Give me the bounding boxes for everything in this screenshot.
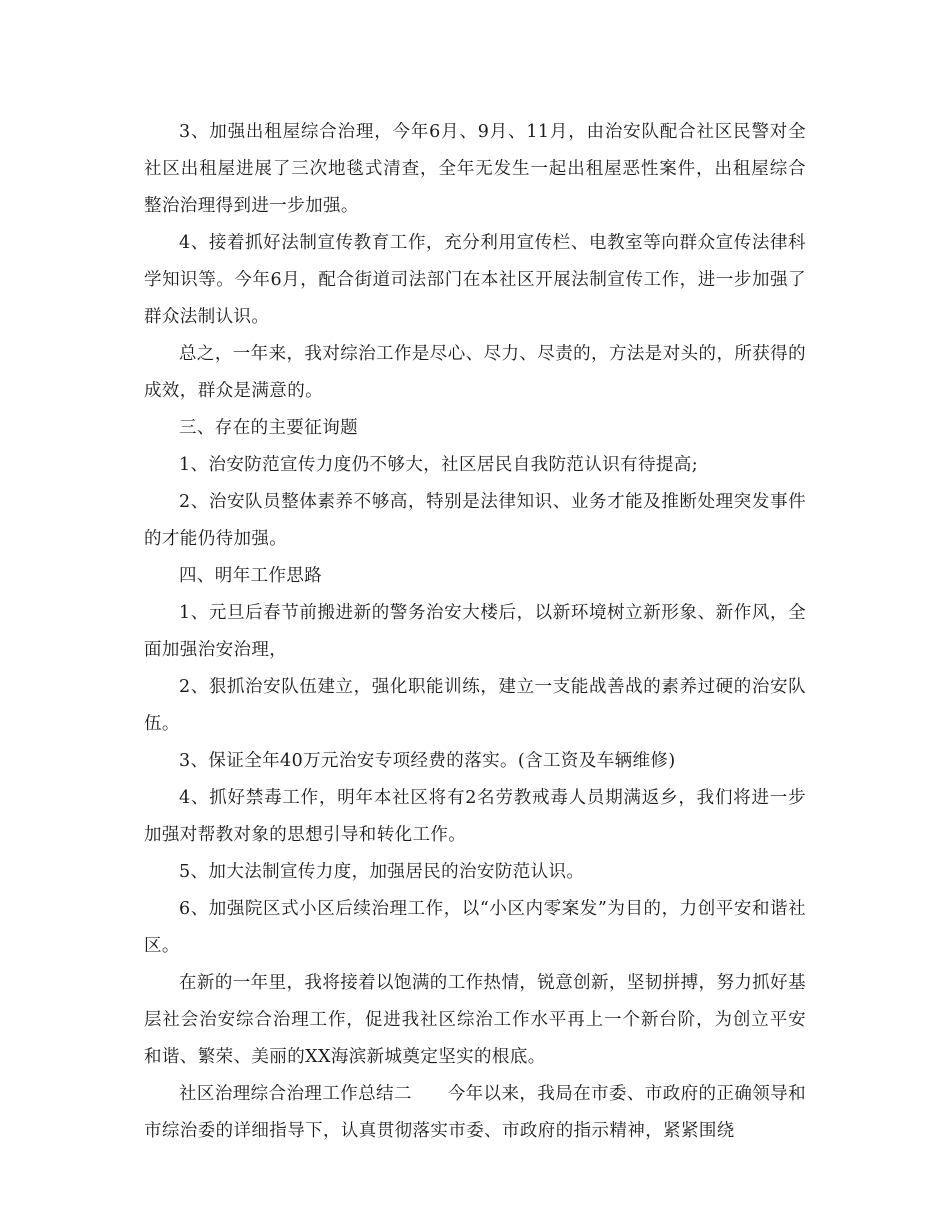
- paragraph-plan-3: 3、保证全年40万元治安专项经费的落实。(含工资及车辆维修): [179, 751, 676, 771]
- paragraph-plan-4: 4、抓好禁毒工作，明年本社区将有2名劳教戒毒人员期满返乡，我们将进一步加强对帮教对象的思想引导和转化工作。: [144, 788, 806, 845]
- paragraph-summary-two: 社区治理综合治理工作总结二 今年以来，我局在市委、市政府的正确领导和市综治委的详细指导下，认真贯彻落实市委、市政府的指示精神，紧紧围绕: [144, 1084, 806, 1141]
- paragraph-plan-2: 2、狠抓治安队伍建立，强化职能训练，建立一支能战善战的素养过硬的治安队伍。: [144, 677, 806, 734]
- paragraph-legal-education: 4、接着抓好法制宣传教育工作，充分利用宣传栏、电教室等向群众宣传法律科学知识等。今年6月，配合街道司法部门在本社区开展法制宣传工作，进一步加强了群众法制认识。: [144, 233, 806, 327]
- paragraph-plan-5: 5、加大法制宣传力度，加强居民的治安防范认识。: [179, 862, 585, 882]
- paragraph-rental-housing: 3、加强出租屋综合治理，今年6月、9月、11月，由治安队配合社区民警对全社区出租屋进展了三次地毯式清查，全年无发生一起出租屋恶性案件，出租屋综合整治治理得到进一步加强。: [144, 122, 806, 216]
- section-heading-next-year: 四、明年工作思路: [179, 566, 323, 586]
- paragraph-problem-2: 2、治安队员整体素养不够高，特别是法律知识、业务才能及推断处理突发事件的才能仍待加强。: [144, 492, 806, 549]
- paragraph-plan-6: 6、加强院区式小区后续治理工作，以“小区内零案发”为目的，力创平安和谐社区。: [144, 899, 806, 956]
- paragraph-problem-1: 1、治安防范宣传力度仍不够大，社区居民自我防范认识有待提高;: [179, 455, 699, 475]
- paragraph-plan-1: 1、元旦后春节前搬进新的警务治安大楼后，以新环境树立新形象、新作风，全面加强治安治理，: [144, 603, 806, 660]
- paragraph-closing: 在新的一年里，我将接着以饱满的工作热情，锐意创新，坚韧拼搏，努力抓好基层社会治安综合治理工作，促进我社区综治工作水平再上一个新台阶，为创立平安和谐、繁荣、美丽的XX海滨新城奠定坚实的根底。: [144, 973, 806, 1067]
- document-body: [144, 114, 806, 1150]
- section-heading-problems: 三、存在的主要征询题: [179, 418, 358, 438]
- paragraph-summary: 总之，一年来，我对综治工作是尽心、尽力、尽责的，方法是对头的，所获得的成效，群众是满意的。: [144, 344, 806, 401]
